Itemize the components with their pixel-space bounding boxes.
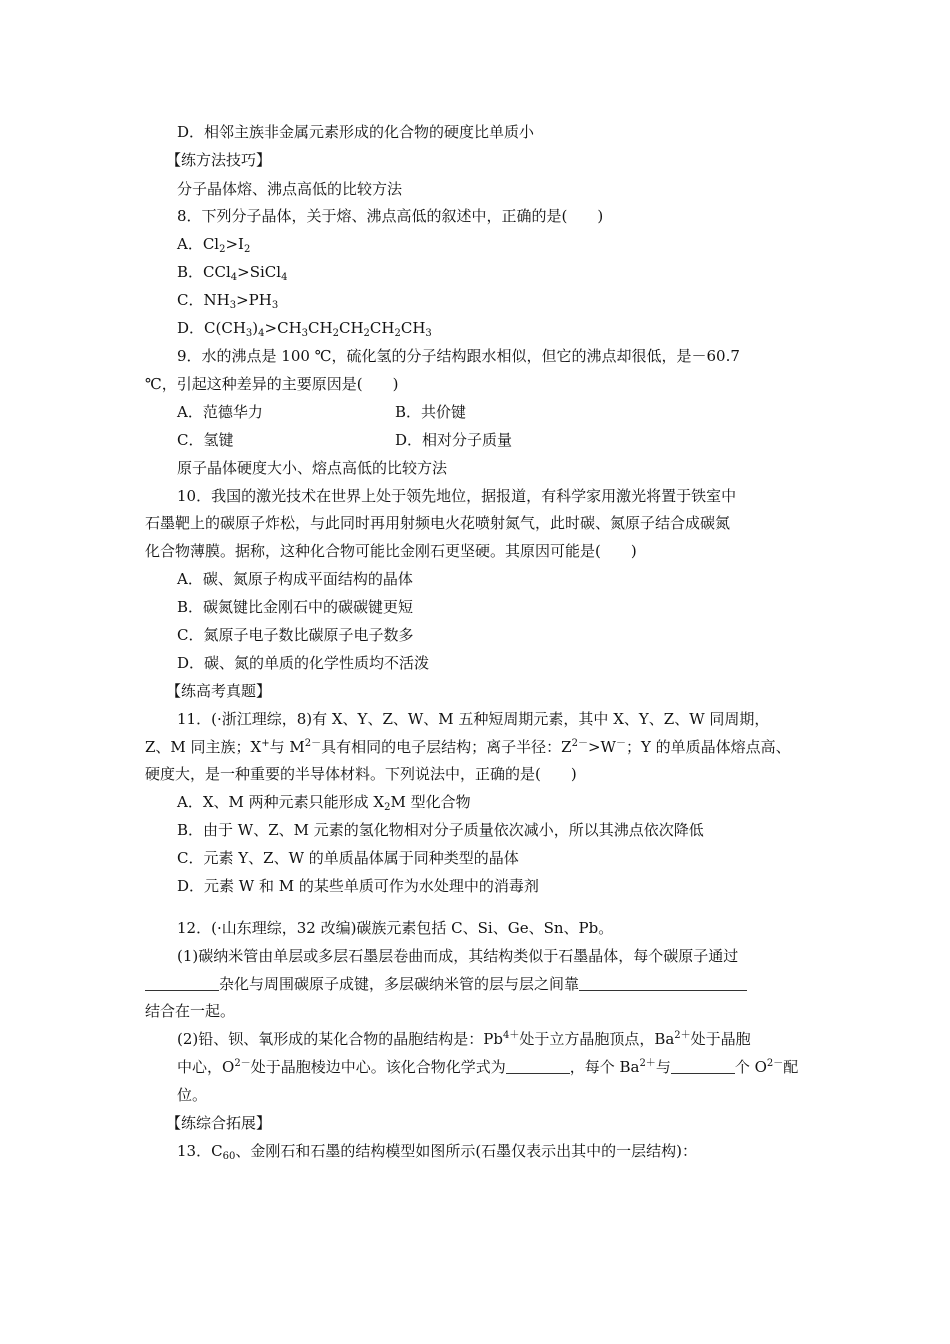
q10-option-a: A．碳、氮原子构成平面结构的晶体 [177,570,413,588]
section-heading-methods: 【练方法技巧】 [166,151,272,169]
q9-stem-line1: 9．水的沸点是 100 ℃，硫化氢的分子结构跟水相似，但它的沸点却很低，是－60.7 [177,347,740,365]
q10-stem-line2: 石墨靶上的碳原子炸松，与此同时再用射频电火花喷射氮气，此时碳、氮原子结合成碳氮 [145,514,731,532]
q11-option-d: D．元素 W 和 M 的某些单质可作为水处理中的消毒剂 [177,877,539,895]
q9-option-b: B．共价键 [395,403,467,421]
answer-blank-coordination[interactable] [671,1059,735,1074]
q8-option-b: B．CCl$_4$>SiCl$_4$ [177,263,288,283]
q9-option-a: A．范德华力 [177,403,263,421]
answer-blank-formula[interactable] [506,1059,570,1074]
q10-stem-line1: 10．我国的激光技术在世界上处于领先地位，据报道，有科学家用激光将置于铁室中 [177,487,737,505]
q9-option-c: C．氢键 [177,431,234,449]
q8-option-d: D．$C(CH_3)_4>CH_3CH_2CH_2CH_2CH_3$ [177,319,432,339]
q7-option-d: D．相邻主族非金属元素形成的化合物的硬度比单质小 [177,123,535,141]
q12-part1-line3: 结合在一起。 [145,1002,236,1020]
q11-option-a: A．X、M 两种元素只能形成 $X_2M$ 型化合物 [177,793,471,813]
q8-stem: 8．下列分子晶体，关于熔、沸点高低的叙述中，正确的是( ) [177,207,604,225]
q11-stem-line3: 硬度大，是一种重要的半导体材料。下列说法中，正确的是( ) [145,765,577,783]
q8-option-c: C．$NH_3>PH_3$ [177,291,279,311]
answer-blank-hybridization[interactable] [145,976,219,991]
q13-stem: 13．$C_{60}$、金刚石和石墨的结构模型如图所示(石墨仅表示出其中的一层结构)： [177,1142,698,1162]
q9-option-d: D．相对分子质量 [395,431,513,449]
q12-part1-line1: (1)碳纳米管由单层或多层石墨层卷曲而成，其结构类似于石墨晶体，每个碳原子通过 [177,947,739,965]
q10-option-b: B．碳氮键比金刚石中的碳碳键更短 [177,598,414,616]
q12-part2-line3: 位。 [177,1086,208,1104]
answer-blank-interlayer-force[interactable] [579,976,747,991]
q12-stem: 12．(·山东理综，32 改编)碳族元素包括 C、Si、Ge、Sn、Pb。 [177,919,614,937]
topic-heading-molecular: 分子晶体熔、沸点高低的比较方法 [177,180,403,198]
q12-part1-line2: 杂化与周围碳原子成键，多层碳纳米管的层与层之间靠 [145,974,747,994]
q11-option-b: B．由于 W、Z、M 元素的氢化物相对分子质量依次减小，所以其沸点依次降低 [177,821,704,839]
q11-stem-line1: 11．(·浙江理综，8)有 X、Y、Z、W、M 五种短周期元素，其中 X、Y、Z、W 同周期， [177,710,770,728]
q11-stem-line2: Z、M 同主族；X+与 $M^{2-}$具有相同的电子层结构；离子半径：$Z^{2-}>W^-$；Y 的单质晶体熔点高、 [145,738,791,756]
q10-option-d: D．碳、氮的单质的化学性质均不活泼 [177,654,430,672]
q10-option-c: C．氮原子电子数比碳原子电子数多 [177,626,414,644]
q12-part2-line1: (2)铅、钡、氧形成的某化合物的晶胞结构是：$Pb^{4+}$处于立方晶胞顶点，$Ba^{2+}$处于晶胞 [177,1030,751,1048]
q11-option-c: C．元素 Y、Z、W 的单质晶体属于同种类型的晶体 [177,849,519,867]
q12-part2-line2: 中心，$O^{2-}$处于晶胞棱边中心。该化合物化学式为 ，每个 $Ba^{2+}$与 个 $O^{2-}$配 [177,1058,799,1076]
section-heading-comprehensive: 【练综合拓展】 [166,1114,272,1132]
q10-stem-line3: 化合物薄膜。据称，这种化合物可能比金刚石更坚硬。其原因可能是( ) [145,542,637,560]
section-heading-gaokao: 【练高考真题】 [166,682,272,700]
q8-option-a: A．$Cl_2>I_2$ [177,235,251,255]
topic-heading-atomic: 原子晶体硬度大小、熔点高低的比较方法 [177,459,448,477]
q9-options-row2 [177,430,677,450]
q9-stem-line2: ℃，引起这种差异的主要原因是( ) [145,375,399,393]
q9-options-row1 [177,402,677,422]
